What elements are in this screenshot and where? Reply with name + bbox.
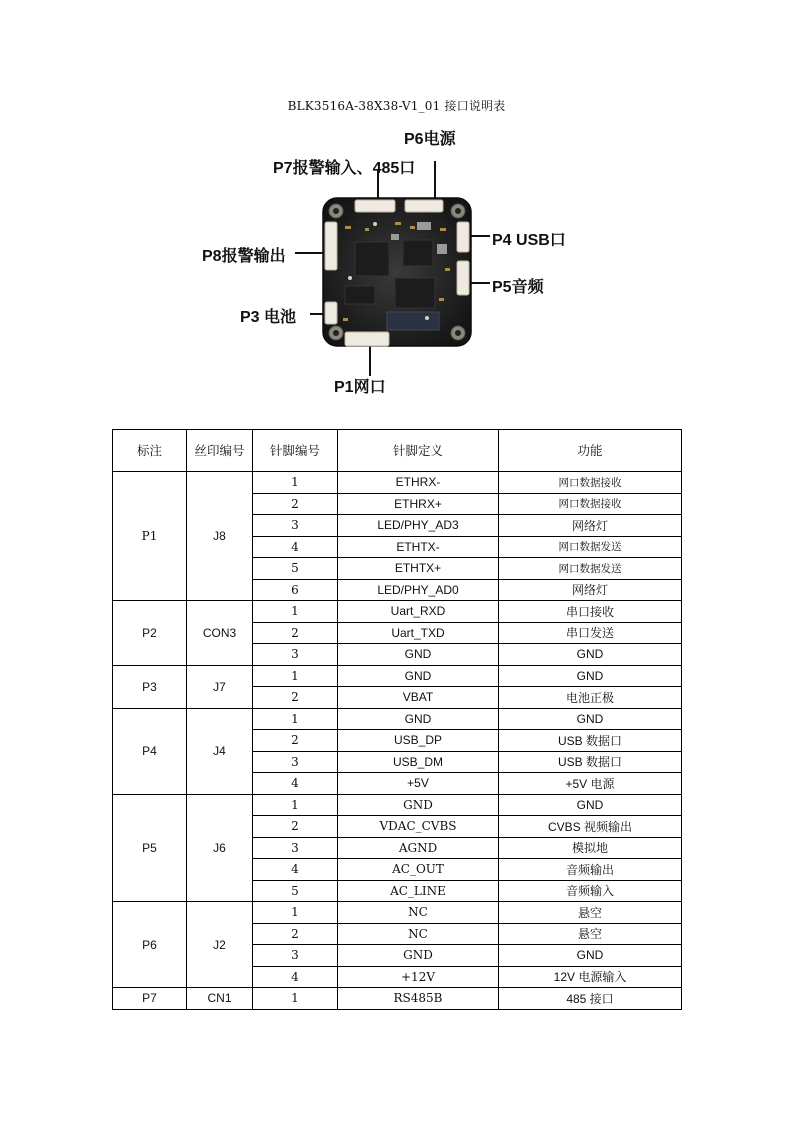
func-cell: GND xyxy=(499,644,682,666)
label-p5: P5音频 xyxy=(492,279,544,296)
mark-cell: P1 xyxy=(113,472,187,601)
table-header-row xyxy=(113,430,682,472)
func-cell: GND xyxy=(499,794,682,816)
pin-cell: 3 xyxy=(253,837,338,859)
table-row xyxy=(113,708,682,730)
mark-cell: P4 xyxy=(113,708,187,794)
func-cell: 串口发送 xyxy=(499,622,682,644)
pin-cell: 3 xyxy=(253,945,338,967)
pin-cell: 1 xyxy=(253,794,338,816)
table-row xyxy=(113,902,682,924)
func-cell: USB 数据口 xyxy=(499,751,682,773)
func-cell: GND xyxy=(499,708,682,730)
mark-cell: P2 xyxy=(113,601,187,666)
def-cell: GND xyxy=(338,945,499,967)
def-cell: ETHRX- xyxy=(338,472,499,494)
table-row xyxy=(113,601,682,623)
func-cell: 悬空 xyxy=(499,902,682,924)
def-cell: LED/PHY_AD0 xyxy=(338,579,499,601)
pin-cell: 4 xyxy=(253,773,338,795)
label-p8: P8报警输出 xyxy=(202,248,286,265)
pin-cell: 3 xyxy=(253,751,338,773)
func-cell: 音频输出 xyxy=(499,859,682,881)
def-cell: AC_LINE xyxy=(338,880,499,902)
def-cell: ETHRX+ xyxy=(338,493,499,515)
def-cell: +12V xyxy=(338,966,499,988)
pin-cell: 1 xyxy=(253,472,338,494)
func-cell: 电池正极 xyxy=(499,687,682,709)
pin-cell: 1 xyxy=(253,708,338,730)
func-cell: 网口数据发送 xyxy=(499,558,682,580)
mark-cell: P7 xyxy=(113,988,187,1010)
def-cell: NC xyxy=(338,902,499,924)
header-def: 针脚定义 xyxy=(338,430,499,472)
pin-table xyxy=(112,429,682,1010)
pin-cell: 4 xyxy=(253,859,338,881)
table-body xyxy=(113,472,682,1010)
def-cell: VBAT xyxy=(338,687,499,709)
header-silk: 丝印编号 xyxy=(187,430,253,472)
pin-cell: 5 xyxy=(253,880,338,902)
silk-cell: J6 xyxy=(187,794,253,902)
def-cell: Uart_RXD xyxy=(338,601,499,623)
func-cell: GND xyxy=(499,665,682,687)
def-cell: +5V xyxy=(338,773,499,795)
def-cell: Uart_TXD xyxy=(338,622,499,644)
def-cell: ETHTX+ xyxy=(338,558,499,580)
def-cell: AC_OUT xyxy=(338,859,499,881)
silk-cell: J2 xyxy=(187,902,253,988)
label-p3: P3 电池 xyxy=(240,309,297,326)
pin-cell: 4 xyxy=(253,966,338,988)
func-cell: 网络灯 xyxy=(499,515,682,537)
table-row xyxy=(113,665,682,687)
header-func: 功能 xyxy=(499,430,682,472)
table-row xyxy=(113,472,682,494)
pin-cell: 1 xyxy=(253,665,338,687)
table-row xyxy=(113,988,682,1010)
def-cell: GND xyxy=(338,644,499,666)
silk-cell: J4 xyxy=(187,708,253,794)
func-cell: 音频输入 xyxy=(499,880,682,902)
pin-cell: 3 xyxy=(253,644,338,666)
silk-cell: J8 xyxy=(187,472,253,601)
def-cell: RS485B xyxy=(338,988,499,1010)
func-cell: 悬空 xyxy=(499,923,682,945)
pin-cell: 5 xyxy=(253,558,338,580)
func-cell: USB 数据口 xyxy=(499,730,682,752)
def-cell: USB_DM xyxy=(338,751,499,773)
pin-cell: 6 xyxy=(253,579,338,601)
pin-cell: 2 xyxy=(253,622,338,644)
func-cell: GND xyxy=(499,945,682,967)
def-cell: USB_DP xyxy=(338,730,499,752)
func-cell: CVBS 视频输出 xyxy=(499,816,682,838)
func-cell: 网口数据接收 xyxy=(499,493,682,515)
silk-cell: J7 xyxy=(187,665,253,708)
pin-cell: 2 xyxy=(253,923,338,945)
func-cell: 485 接口 xyxy=(499,988,682,1010)
def-cell: GND xyxy=(338,665,499,687)
func-cell: 网口数据发送 xyxy=(499,536,682,558)
func-cell: 模拟地 xyxy=(499,837,682,859)
pin-cell: 2 xyxy=(253,816,338,838)
silk-cell: CON3 xyxy=(187,601,253,666)
document-title: BLK3516A-38X38-V1_01 接口说明表 xyxy=(287,99,506,113)
label-p1: P1网口 xyxy=(334,379,386,396)
def-cell: AGND xyxy=(338,837,499,859)
pin-cell: 1 xyxy=(253,601,338,623)
board-figure xyxy=(195,118,595,403)
table-row xyxy=(113,794,682,816)
func-cell: 网络灯 xyxy=(499,579,682,601)
pin-cell: 4 xyxy=(253,536,338,558)
silk-cell: CN1 xyxy=(187,988,253,1010)
def-cell: GND xyxy=(338,708,499,730)
label-p6: P6电源 xyxy=(404,131,456,148)
func-cell: +5V 电源 xyxy=(499,773,682,795)
pin-cell: 1 xyxy=(253,988,338,1010)
mark-cell: P3 xyxy=(113,665,187,708)
header-pin: 针脚编号 xyxy=(253,430,338,472)
func-cell: 12V 电源输入 xyxy=(499,966,682,988)
def-cell: GND xyxy=(338,794,499,816)
label-p7: P7报警输入、485口 xyxy=(273,160,416,177)
pin-cell: 3 xyxy=(253,515,338,537)
header-mark: 标注 xyxy=(113,430,187,472)
label-p4: P4 USB口 xyxy=(492,232,566,249)
pin-cell: 1 xyxy=(253,902,338,924)
func-cell: 网口数据接收 xyxy=(499,472,682,494)
def-cell: ETHTX- xyxy=(338,536,499,558)
def-cell: VDAC_CVBS xyxy=(338,816,499,838)
def-cell: LED/PHY_AD3 xyxy=(338,515,499,537)
def-cell: NC xyxy=(338,923,499,945)
mark-cell: P6 xyxy=(113,902,187,988)
pin-cell: 2 xyxy=(253,730,338,752)
func-cell: 串口接收 xyxy=(499,601,682,623)
pin-cell: 2 xyxy=(253,687,338,709)
pin-cell: 2 xyxy=(253,493,338,515)
mark-cell: P5 xyxy=(113,794,187,902)
